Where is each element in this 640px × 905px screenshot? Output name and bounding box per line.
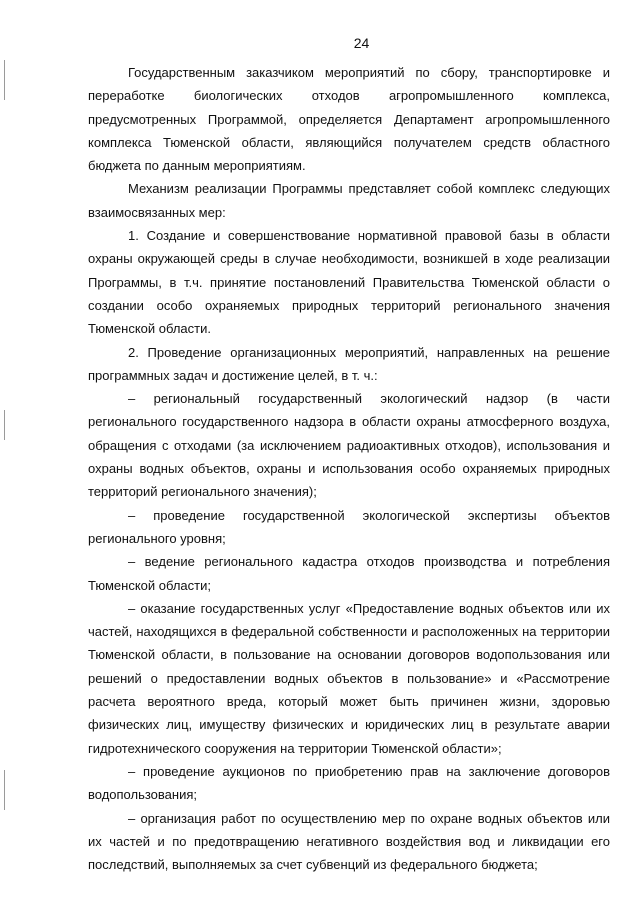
list-item-waste-cadastre: – ведение регионального кадастра отходов производства и потребления Тюменской области;	[88, 554, 610, 593]
paragraph-customer: Государственным заказчиком мероприятий по сбору, транспортировке и переработке биологических отходов агропромышленного комплекса, предусмотренных Программой, определяется Департамент агропромышленного комплекса Тюменской области, являющийся получателем средств областного бюджета по данным мероприятиям.	[88, 65, 610, 174]
paragraph-measure-2: 2. Проведение организационных мероприятий, направленных на решение программных задач и достижение целей, в т. ч.:	[88, 344, 610, 383]
paragraph-measure-1: 1. Создание и совершенствование нормативной правовой базы в области охраны окружающей среды в случае необходимости, возникшей в ходе реализации Программы, в т.ч. принятие постановлений Правительства Тюменской области о создании особо охраняемых природных территорий регионального значения Тюменской области.	[88, 228, 610, 337]
list-item-water-protection: – организация работ по осуществлению мер по охране водных объектов или их частей и по предотвращению негативного воздействия вод и ликвидации его последствий, выполняемых за счет субвенций из федерального бюджета;	[88, 810, 610, 873]
list-item-ecological-expertise: – проведение государственной экологической экспертизы объектов регионального уровня;	[88, 507, 610, 546]
scan-edge-mark-bottom	[4, 770, 5, 810]
list-item-ecological-supervision: – региональный государственный экологический надзор (в части регионального государственного надзора в области охраны атмосферного воздуха, обращения с отходами (за исключением радиоактивных отходов), использования и охраны водных объектов, охраны и использования особо охраняемых природных территорий регионального значения);	[88, 391, 610, 500]
list-item-auctions: – проведение аукционов по приобретению прав на заключение договоров водопользования;	[88, 763, 610, 803]
list-item-state-services: – оказание государственных услуг «Предоставление водных объектов или их частей, находящихся в федеральной собственности и расположенных на территории Тюменской области, в пользование на основании договоров водопользования или решений о предоставлении водных объектов в пользование» и «Рассмотрение расчета вероятного вреда, который может быть причинен жизни, здоровью физических лиц, имуществу физических и юридических лиц в результате аварии гидротехнического сооружения на территории Тюменской области»;	[88, 600, 610, 756]
page-number: 24	[353, 35, 370, 51]
scan-edge-mark-middle	[4, 410, 5, 440]
scan-edge-mark-top	[4, 60, 5, 100]
paragraph-mechanism: Механизм реализации Программы представляет собой комплекс следующих взаимосвязанных мер:	[88, 181, 610, 220]
